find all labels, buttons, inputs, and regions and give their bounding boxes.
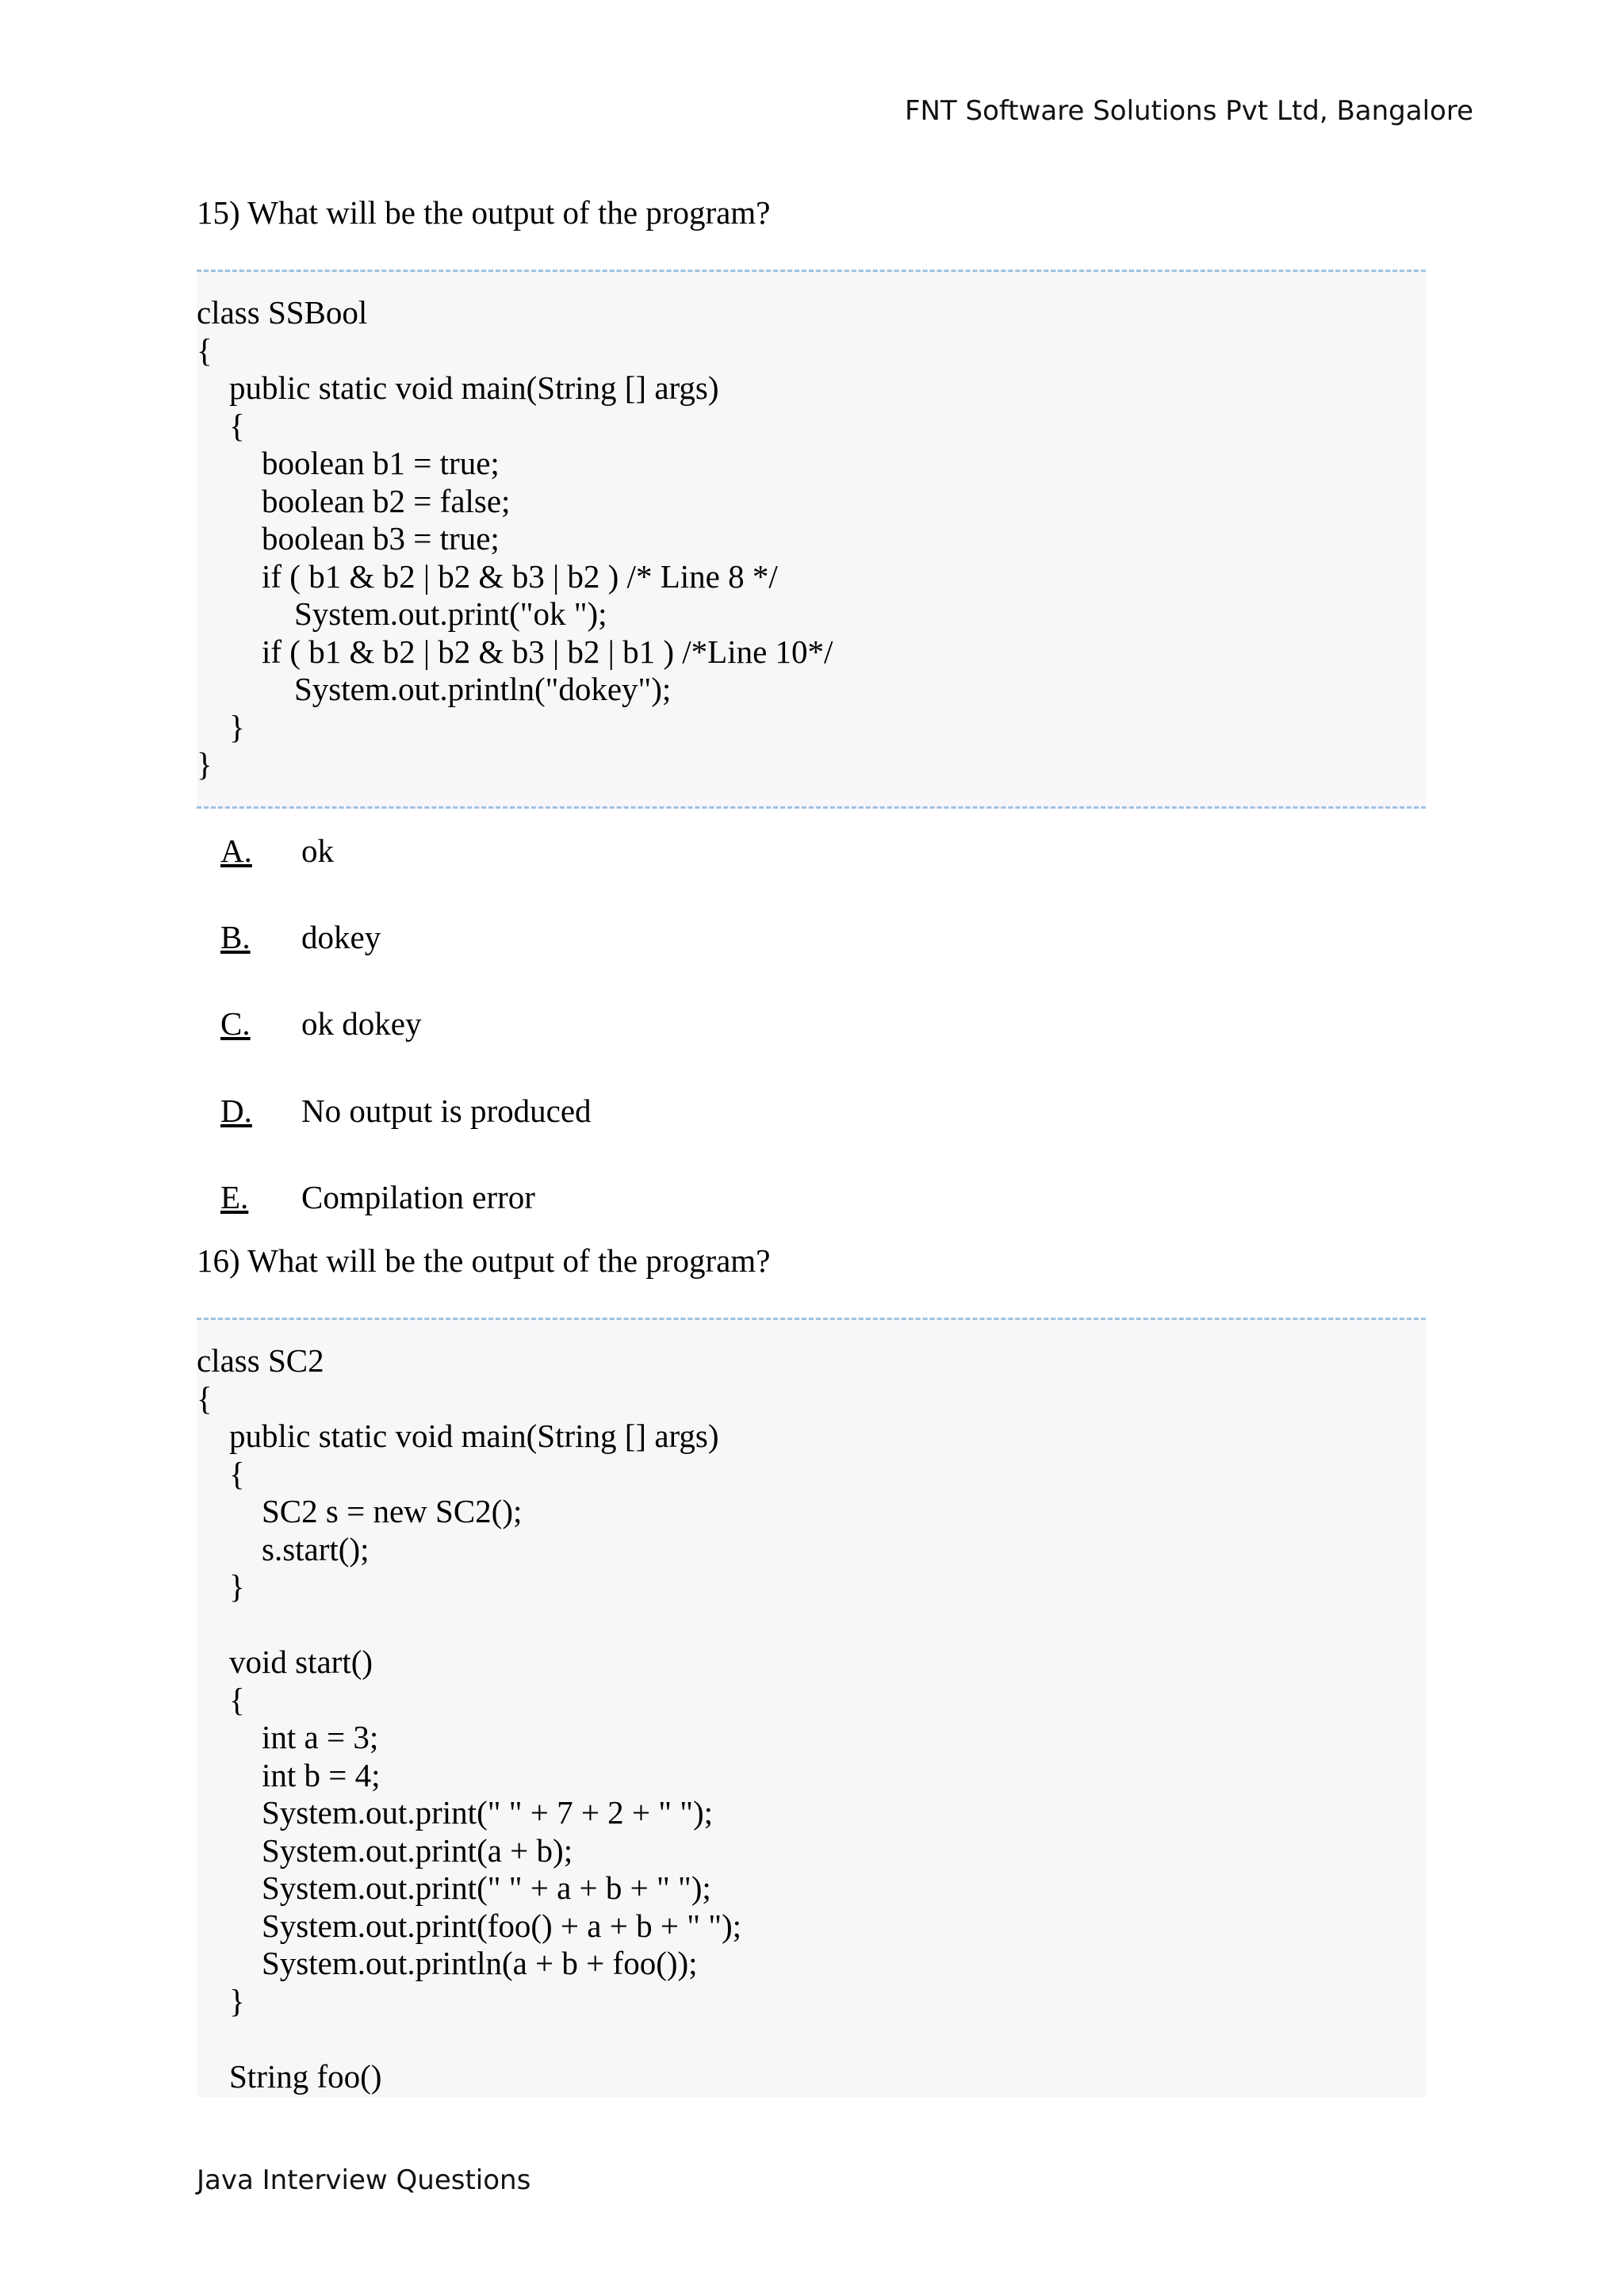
option-a-letter: A. <box>220 832 252 869</box>
question-16-title: 16) What will be the output of the program? <box>197 1242 771 1279</box>
option-e-letter: E. <box>220 1179 249 1215</box>
option-d-letter: D. <box>220 1093 252 1129</box>
option-e-text: Compilation error <box>301 1179 535 1215</box>
question-15-code: class SSBool { public static void main(String [] args) { boolean b1 = true; boolean b2 = false; boolean b3 = true; if ( b1 & b2 | b2 & b3 | b2 ) /* Line 8 */ System.out.print("ok "); if ( b1 & b2 | b2 & b3 | b2 | b1 ) /*Line 10*/ System.out.println("dokey"); } } <box>197 294 833 783</box>
option-a[interactable] <box>220 831 334 871</box>
question-15-code-block <box>197 270 1426 809</box>
option-b-text: dokey <box>301 919 381 955</box>
option-c-text: ok dokey <box>301 1005 422 1042</box>
option-e[interactable] <box>220 1177 535 1217</box>
page-header: FNT Software Solutions Pvt Ltd, Bangalore <box>904 95 1473 127</box>
option-b-letter: B. <box>220 919 251 955</box>
option-d[interactable] <box>220 1091 592 1131</box>
option-c-letter: C. <box>220 1005 251 1042</box>
option-c[interactable] <box>220 1004 421 1043</box>
option-b[interactable] <box>220 917 381 957</box>
question-16-code: class SC2 { public static void main(String [] args) { SC2 s = new SC2(); s.start(); } void start() { int a = 3; int b = 4; System.out.print(" " + 7 + 2 + " "); System.out.print(a + b); System.out.print(" " + a + b + " "); System.out.print(foo() + a + b + " "); System.out.println(a + b + foo()); } String foo() <box>197 1342 742 2095</box>
page-footer: Java Interview Questions <box>197 2164 531 2196</box>
option-a-text: ok <box>301 832 334 869</box>
question-16-code-block <box>197 1318 1426 2097</box>
option-d-text: No output is produced <box>301 1093 592 1129</box>
question-15-title: 15) What will be the output of the program? <box>197 194 771 231</box>
